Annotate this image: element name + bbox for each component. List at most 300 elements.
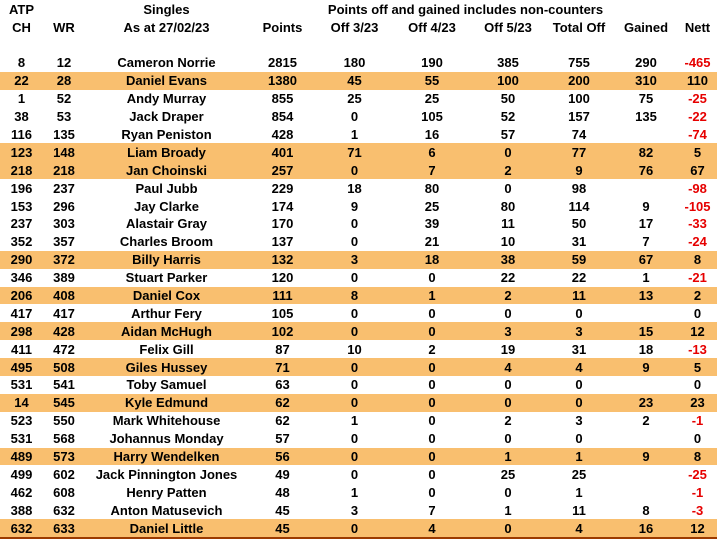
total-off-cell: 100 (568, 91, 590, 107)
wr-cell: 550 (53, 413, 75, 429)
nett-cell: -3 (691, 502, 704, 518)
points-cell: 56 (275, 449, 290, 465)
off-5-23-cell: 2 (504, 413, 512, 429)
total-off-cell: 0 (575, 431, 583, 447)
points-cell: 854 (271, 109, 294, 125)
wr-cell: 633 (53, 520, 75, 536)
off-3-23-cell: 8 (350, 288, 359, 304)
off-4-23-cell: 7 (428, 502, 436, 518)
off-3-23-cell: 0 (350, 520, 359, 536)
table-row (0, 394, 717, 412)
points-cell: 1380 (268, 73, 297, 89)
off-3-23-cell: 0 (350, 305, 359, 321)
player-name-cell: Harry Wendelken (113, 449, 220, 465)
gained-cell: 67 (638, 252, 654, 268)
off-4-23-cell: 0 (428, 305, 436, 321)
table-row (0, 358, 717, 376)
nett-cell: 0 (693, 431, 702, 447)
table-row (0, 179, 717, 197)
off-4-23-cell: 25 (424, 198, 440, 214)
points-cell: 102 (271, 323, 294, 339)
wr-cell: 573 (53, 449, 75, 465)
nett-cell: 67 (690, 162, 705, 178)
off-3-23-cell: 0 (350, 395, 359, 411)
off-4-23-cell: 105 (421, 109, 443, 125)
wr-cell: 296 (53, 198, 75, 214)
off-5-23-cell: 52 (500, 109, 516, 125)
gained-cell: 9 (642, 359, 650, 375)
nett-cell: 5 (693, 359, 702, 375)
gained-cell: 290 (635, 55, 657, 71)
wr-cell: 237 (53, 180, 75, 196)
total-off-cell: 0 (575, 305, 583, 321)
total-off-cell: 1 (575, 449, 583, 465)
gained-cell: 18 (638, 341, 654, 357)
wr-cell: 218 (53, 162, 75, 178)
nett-cell: 12 (690, 520, 705, 536)
total-off-column-header: Total Off (552, 19, 606, 35)
table-row (0, 412, 717, 430)
ch-cell: 531 (10, 431, 33, 447)
off-3-23-cell: 0 (350, 234, 359, 250)
points-cell: 2815 (268, 55, 297, 71)
nett-column-header: Nett (684, 19, 711, 35)
total-off-cell: 11 (572, 288, 586, 304)
wr-cell: 12 (56, 55, 72, 71)
points-cell: 62 (275, 413, 290, 429)
singles-header-label: Singles (143, 1, 190, 17)
total-off-cell: 59 (571, 252, 587, 268)
ch-cell: 489 (10, 449, 33, 465)
ch-cell: 1 (17, 91, 26, 107)
table-row (0, 483, 717, 501)
wr-cell: 148 (53, 144, 75, 160)
ch-cell: 346 (10, 270, 33, 286)
player-name-cell: Andy Murray (126, 91, 207, 107)
total-off-cell: 11 (572, 502, 586, 518)
off-3-23-cell: 71 (347, 144, 362, 160)
points-cell: 87 (275, 341, 290, 357)
points-cell: 120 (271, 270, 294, 286)
off-5-23-cell: 11 (501, 216, 515, 232)
off-3-23-cell: 0 (350, 270, 359, 286)
gained-cell: 9 (642, 449, 650, 465)
wr-cell: 541 (53, 377, 75, 393)
off-4-23-cell: 0 (428, 270, 436, 286)
nett-cell: -465 (684, 55, 711, 71)
ch-cell: 206 (10, 288, 33, 304)
off-3-23-cell: 0 (350, 216, 359, 232)
points-cell: 105 (271, 305, 294, 321)
player-name-cell: Anton Matusevich (110, 502, 223, 518)
ch-cell: 499 (10, 466, 33, 482)
wr-cell: 372 (53, 252, 75, 268)
off-5-23-cell: 385 (497, 55, 519, 71)
off-5-23-cell: 100 (497, 73, 519, 89)
nett-cell: -22 (688, 109, 707, 125)
ch-cell: 495 (10, 359, 33, 375)
wr-cell: 52 (56, 91, 72, 107)
wr-cell: 408 (53, 288, 75, 304)
off-3-23-cell: 9 (350, 198, 359, 214)
wr-cell: 303 (53, 216, 75, 232)
off-4-23-cell: 0 (428, 484, 436, 500)
total-off-cell: 31 (571, 341, 587, 357)
nett-cell: -1 (691, 413, 704, 429)
table-row (0, 54, 717, 72)
table-row (0, 72, 717, 90)
off-4-23-cell: 0 (428, 466, 436, 482)
gained-cell: 2 (642, 413, 650, 429)
off-5-23-cell: 0 (504, 431, 512, 447)
off-3-23-cell: 180 (343, 55, 366, 71)
player-name-cell: Ryan Peniston (121, 127, 212, 142)
player-name-cell: Stuart Parker (125, 270, 208, 286)
wr-cell: 428 (53, 323, 75, 339)
off-5-23-cell: 1 (504, 449, 512, 465)
nett-cell: -21 (688, 270, 707, 286)
nett-cell: 0 (693, 305, 702, 321)
total-off-cell: 0 (575, 395, 583, 411)
gained-column-header: Gained (623, 19, 669, 35)
points-cell: 428 (271, 127, 294, 142)
off-5-23-cell: 0 (504, 520, 512, 536)
off-3-23-cell: 0 (350, 466, 359, 482)
nett-cell: -25 (688, 466, 707, 482)
off-4-23-cell: 18 (424, 252, 440, 268)
ch-cell: 116 (11, 127, 32, 142)
player-name-cell: Alastair Gray (126, 216, 207, 232)
ch-cell: 462 (10, 484, 33, 500)
nett-cell: -1 (691, 484, 704, 500)
off-3-23-cell: 3 (350, 502, 359, 518)
nett-cell: 0 (693, 377, 702, 393)
points-cell: 229 (271, 180, 294, 196)
ch-cell: 411 (11, 341, 32, 357)
points-column-header: Points (262, 19, 303, 35)
points-cell: 855 (271, 91, 294, 107)
wr-cell: 357 (53, 234, 75, 250)
nett-cell: -98 (688, 180, 707, 196)
off-4-23-cell: 2 (428, 341, 436, 357)
player-table-body (0, 54, 717, 537)
ch-cell: 388 (10, 502, 33, 518)
off-5-23-cell: 57 (500, 127, 516, 142)
wr-cell: 135 (53, 127, 75, 142)
gained-cell: 310 (635, 73, 657, 89)
points-cell: 45 (275, 520, 290, 536)
ch-cell: 38 (14, 109, 29, 125)
total-off-cell: 3 (575, 323, 583, 339)
player-name-cell: Cameron Norrie (117, 55, 216, 71)
player-name-cell: Daniel Little (129, 520, 204, 536)
total-off-cell: 74 (571, 127, 587, 142)
table-row (0, 430, 717, 448)
gained-cell: 76 (638, 162, 654, 178)
player-name-cell: Toby Samuel (126, 377, 207, 393)
off-3-23-cell: 0 (350, 449, 359, 465)
gained-cell: 1 (642, 270, 650, 286)
table-row (0, 108, 717, 126)
off-3-23-cell: 1 (350, 484, 359, 500)
total-off-cell: 22 (571, 270, 587, 286)
gained-cell: 8 (642, 502, 650, 518)
wr-cell: 389 (53, 270, 75, 286)
off-4-23-cell: 25 (424, 91, 440, 107)
off-3-23-cell: 0 (350, 431, 359, 447)
wr-cell: 508 (53, 359, 75, 375)
total-off-cell: 50 (571, 216, 587, 232)
player-name-cell: Jack Pinnington Jones (95, 466, 238, 482)
ch-cell: 22 (14, 73, 29, 89)
nett-cell: -13 (688, 341, 707, 357)
table-row (0, 197, 717, 215)
wr-cell: 545 (53, 395, 75, 411)
off-3-23-cell: 1 (350, 413, 359, 429)
off-3-23-cell: 10 (347, 341, 362, 357)
table-row (0, 251, 717, 269)
total-off-cell: 200 (568, 73, 590, 89)
off-5-23-cell: 38 (500, 252, 516, 268)
gained-cell: 9 (642, 198, 650, 214)
ch-cell: 14 (14, 395, 29, 411)
off-4-23-cell: 0 (428, 431, 436, 447)
total-off-cell: 0 (575, 377, 583, 393)
total-off-cell: 755 (568, 55, 590, 71)
ch-cell: 153 (10, 198, 33, 214)
ch-cell: 531 (10, 377, 33, 393)
ch-cell: 8 (17, 55, 26, 71)
off-5-23-cell: 19 (500, 341, 516, 357)
off-5-23-cell: 4 (504, 359, 512, 375)
points-cell: 174 (271, 198, 294, 214)
player-name-cell: Arthur Fery (131, 305, 202, 321)
off-4-23-cell: 55 (424, 73, 440, 89)
header-row-1 (0, 0, 717, 18)
player-name-cell: Jack Draper (129, 109, 204, 125)
nett-cell: -74 (688, 127, 707, 142)
ch-cell: 123 (10, 144, 33, 160)
total-off-cell: 1 (575, 484, 583, 500)
points-cell: 45 (275, 502, 290, 518)
total-off-cell: 98 (571, 180, 587, 196)
ch-cell: 298 (10, 323, 33, 339)
table-row (0, 143, 717, 161)
wr-column-header: WR (53, 19, 75, 35)
header-spacer (0, 36, 717, 54)
gained-cell: 13 (638, 288, 654, 304)
total-off-cell: 25 (571, 466, 587, 482)
off-5-23-cell: 0 (504, 395, 512, 411)
ch-cell: 196 (10, 180, 33, 196)
total-off-cell: 3 (575, 413, 583, 429)
nett-cell: -25 (688, 91, 707, 107)
off-4-23-cell: 16 (424, 127, 440, 142)
player-name-cell: Aidan McHugh (121, 323, 212, 339)
table-row (0, 269, 717, 287)
gained-cell: 15 (638, 323, 654, 339)
total-off-cell: 9 (575, 162, 583, 178)
ch-cell: 417 (10, 305, 33, 321)
off-4-23-cell: 0 (428, 323, 436, 339)
points-cell: 111 (272, 288, 293, 304)
player-name-cell: Mark Whitehouse (112, 413, 221, 429)
table-row (0, 322, 717, 340)
nett-cell: 2 (693, 288, 702, 304)
nett-cell: 23 (690, 395, 705, 411)
player-name-cell: Daniel Evans (126, 73, 207, 89)
nett-cell: 8 (693, 449, 702, 465)
off-3-23-cell: 0 (350, 323, 359, 339)
off-4-23-cell: 7 (428, 162, 436, 178)
off-5-23-cell: 1 (504, 502, 512, 518)
nett-cell: -24 (688, 234, 707, 250)
player-name-cell: Giles Hussey (125, 359, 208, 375)
off-5-23-cell: 2 (504, 288, 512, 304)
player-name-cell: Daniel Cox (132, 288, 201, 304)
ch-cell: 237 (10, 216, 33, 232)
off-5-23-cell: 3 (504, 323, 512, 339)
wr-cell: 568 (53, 431, 75, 447)
header-row-2 (0, 18, 717, 36)
player-name-cell: Johannus Monday (109, 431, 224, 447)
off-3-23-cell: 1 (350, 127, 359, 142)
nett-cell: -105 (684, 198, 711, 214)
total-off-cell: 114 (568, 198, 590, 214)
gained-cell: 17 (638, 216, 654, 232)
off-5-23-cell: 2 (504, 162, 512, 178)
ch-cell: 352 (10, 234, 33, 250)
off-5-23-cell: 0 (504, 144, 512, 160)
gained-cell: 16 (638, 520, 654, 536)
points-cell: 63 (275, 377, 290, 393)
table-row (0, 448, 717, 466)
nett-cell: -33 (688, 216, 707, 232)
off-4-23-cell: 0 (428, 449, 436, 465)
table-row (0, 519, 717, 537)
points-cell: 57 (275, 431, 290, 447)
wr-cell: 608 (53, 484, 75, 500)
points-cell: 48 (275, 484, 290, 500)
off-5-23-cell: 25 (500, 466, 516, 482)
total-off-cell: 157 (568, 109, 590, 125)
off-5-23-cell: 0 (504, 484, 512, 500)
player-name-cell: Charles Broom (119, 234, 214, 250)
ch-cell: 290 (10, 252, 33, 268)
player-name-cell: Henry Patten (126, 484, 207, 500)
off-5-23-cell: 80 (500, 198, 516, 214)
points-cell: 257 (271, 162, 294, 178)
off-5-23-cell: 10 (500, 234, 516, 250)
table-row (0, 376, 717, 394)
ch-cell: 218 (10, 162, 33, 178)
off-5-23-cell: 50 (500, 91, 516, 107)
table-row (0, 501, 717, 519)
off-4-23-column-header: Off 4/23 (408, 19, 456, 35)
points-cell: 170 (271, 216, 294, 232)
wr-cell: 417 (53, 305, 75, 321)
off-3-23-cell: 0 (350, 359, 359, 375)
table-row (0, 340, 717, 358)
off-4-23-cell: 39 (424, 216, 440, 232)
off-4-23-cell: 1 (428, 288, 436, 304)
wr-cell: 472 (53, 341, 75, 357)
gained-cell: 82 (638, 144, 654, 160)
nett-cell: 8 (693, 252, 702, 268)
points-cell: 401 (271, 144, 294, 160)
off-5-23-cell: 0 (504, 305, 512, 321)
off-3-23-cell: 0 (350, 162, 359, 178)
total-off-cell: 4 (575, 520, 583, 536)
off-3-23-cell: 0 (350, 377, 359, 393)
player-name-cell: Paul Jubb (135, 180, 198, 196)
off-3-23-cell: 0 (350, 109, 359, 125)
off-4-23-cell: 4 (428, 520, 436, 536)
off-3-23-cell: 18 (347, 180, 362, 196)
as-at-date-header: As at 27/02/23 (123, 19, 210, 35)
table-row (0, 233, 717, 251)
non-counters-note: Points off and gained includes non-counters (327, 1, 604, 17)
off-3-23-column-header: Off 3/23 (330, 19, 379, 35)
wr-cell: 632 (53, 502, 75, 518)
off-5-23-cell: 22 (500, 270, 516, 286)
player-name-cell: Liam Broady (127, 144, 206, 160)
ch-cell: 523 (10, 413, 33, 429)
ch-column-header: CH (12, 19, 31, 35)
player-name-cell: Billy Harris (132, 252, 201, 268)
total-off-cell: 77 (571, 144, 587, 160)
ch-cell: 632 (10, 520, 33, 536)
gained-cell: 7 (642, 234, 650, 250)
wr-cell: 28 (56, 73, 72, 89)
points-cell: 49 (275, 466, 290, 482)
atp-header-label: ATP (8, 1, 35, 17)
table-row (0, 215, 717, 233)
gained-cell: 135 (635, 109, 657, 125)
table-row (0, 465, 717, 483)
table-row (0, 161, 717, 179)
points-cell: 62 (275, 395, 290, 411)
off-3-23-cell: 3 (350, 252, 359, 268)
off-4-23-cell: 0 (428, 395, 436, 411)
table-row (0, 304, 717, 322)
wr-cell: 602 (53, 466, 75, 482)
off-4-23-cell: 21 (424, 234, 440, 250)
points-cell: 132 (271, 252, 294, 268)
total-off-cell: 4 (575, 359, 583, 375)
table-row (0, 126, 717, 144)
player-name-cell: Felix Gill (139, 341, 194, 357)
nett-cell: 110 (687, 73, 708, 89)
off-4-23-cell: 0 (428, 413, 436, 429)
off-4-23-cell: 6 (428, 144, 436, 160)
gained-cell: 75 (638, 91, 654, 107)
off-3-23-cell: 25 (347, 91, 362, 107)
nett-cell: 12 (690, 323, 705, 339)
points-cell: 137 (271, 234, 294, 250)
off-5-23-cell: 0 (504, 180, 512, 196)
points-cell: 71 (275, 359, 290, 375)
wr-cell: 53 (56, 109, 72, 125)
player-name-cell: Jan Choinski (126, 162, 207, 178)
off-4-23-cell: 0 (428, 377, 436, 393)
off-4-23-cell: 0 (428, 359, 436, 375)
table-row (0, 90, 717, 108)
off-4-23-cell: 80 (424, 180, 440, 196)
player-name-cell: Kyle Edmund (124, 395, 209, 411)
gained-cell: 23 (638, 395, 654, 411)
player-name-cell: Jay Clarke (133, 198, 200, 214)
